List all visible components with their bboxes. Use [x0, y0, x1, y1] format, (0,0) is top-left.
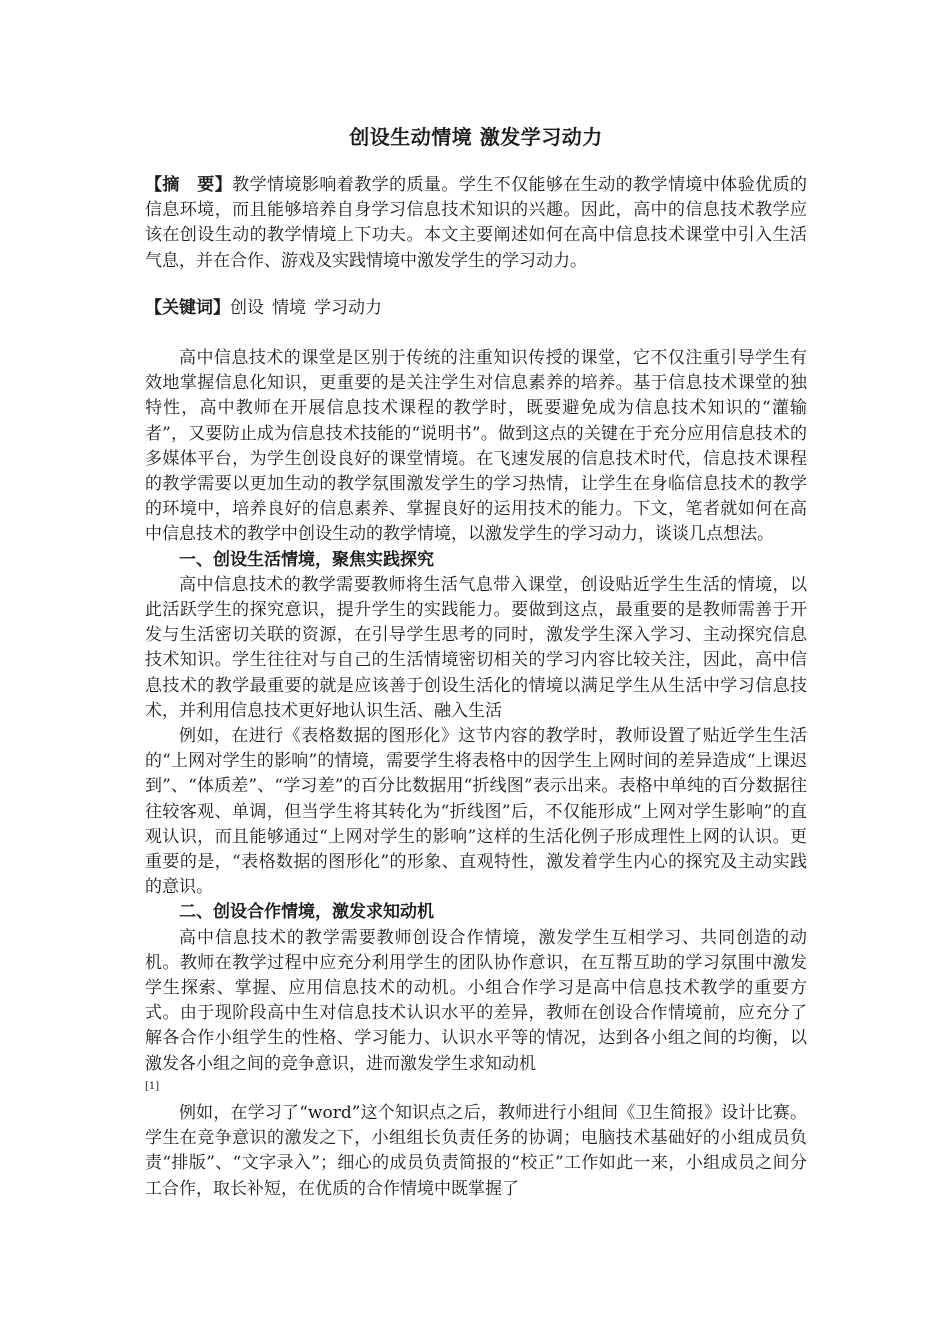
section-heading: 一、创设生活情境，聚焦实践探究: [179, 549, 434, 570]
body-paragraph: 高中信息技术的教学需要教师创设合作情境，激发学生互相学习、共同创造的动机。教师在教学过程中应充分利用学生的团队协作意识，在互帮互助的学习氛围中激发学生探索、掌握、应用信息技术的动机。小组合作学习是高中信息技术教学的重要方式。由于现阶段高中生对信息技术认识水平的差异，教师在创设合作情境前，应充分了解各合作小组学生的性格、学习能力、认识水平等的情况，达到各小组之间的均衡，以激发各小组之间的竞争意识，进而激发学生求知动机: [145, 927, 807, 1074]
intro-paragraph: 高中信息技术的课堂是区别于传统的注重知识传授的课堂，它不仅注重引导学生有效地掌握信息化知识，更重要的是关注学生对信息素养的培养。基于信息技术课堂的独特性，高中教师在开展信息技术课程的教学时，既要避免成为信息技术知识的“灌输者”，又要防止成为信息技术技能的“说明书”。做到这点的关键在于充分应用信息技术的多媒体平台，为学生创设良好的课堂情境。在飞速发展的信息技术时代，信息技术课程的教学需要以更加生动的教学氛围激发学生的学习热情，让学生在身临信息技术的教学的环境中，培养良好的信息素养、掌握良好的运用技术的能力。下文，笔者就如何在高中信息技术的教学中创设生动的教学情境，以激发学生的学习动力，谈谈几点想法。: [145, 348, 807, 545]
document-title: 创设生动情境 激发学习动力: [349, 125, 603, 149]
abstract-text: 教学情境影响着教学的质量。学生不仅能够在生动的教学情境中体验优质的信息环境，而且能够培养自身学习信息技术知识的兴趣。因此，高中的信息技术教学应该在创设生动的教学情境上下功夫。本文主要阐述如何在高中信息技术课堂中引入生活气息，并在合作、游戏及实践情境中激发学生的学习动力。: [145, 175, 808, 271]
keywords-label: 【关键词】: [145, 298, 230, 318]
body-paragraph: 高中信息技术的教学需要教师将生活气息带入课堂，创设贴近学生生活的情境，以此活跃学生的探究意识，提升学生的实践能力。要做到这点，最重要的是教师需善于开发与生活密切关联的资源，在引导学生思考的同时，激发学生深入学习、主动探究信息技术知识。学生往往对与自己的生活情境密切相关的学习内容比较关注，因此，高中信息技术的教学最重要的就是应该善于创设生活化的情境以满足学生从生活中学习信息技术，并利用信息技术更好地认识生活、融入生活: [145, 574, 807, 721]
article-body: [145, 346, 807, 1202]
keyword-item: 创设: [230, 298, 264, 318]
keyword-item: 学习动力: [314, 298, 382, 318]
abstract: [145, 173, 807, 274]
body-paragraph: 例如，在学习了“word”这个知识点之后，教师进行小组间《卫生简报》设计比赛。学生在竞争意识的激发之下，小组组长负责任务的协调；电脑技术基础好的小组成员负责“排版”、“文字录入”；细心的成员负责简报的“校正”工作如此一来，小组成员之间分工合作，取长补短，在优质的合作情境中既掌握了: [145, 1102, 807, 1199]
citation-marker: [1]: [145, 1080, 160, 1092]
section-heading: 二、创设合作情境，激发求知动机: [179, 902, 434, 923]
body-paragraph: 例如，在进行《表格数据的图形化》这节内容的教学时，教师设置了贴近学生生活的“上网对学生的影响”的情境，需要学生将表格中的因学生上网时间的差异造成“上课迟到”、“体质差”、“学习差”的百分比数据用“折线图”表示出来。表格中单纯的百分数据往往较客观、单调，但当学生将其转化为“折线图”后，不仅能形成“上网对学生影响”的直观认识，而且能够通过“上网对学生的影响”这样的生活化例子形成理性上网的认识。更重要的是，“表格数据的图形化”的形象、直观特性，激发着学生内心的探究及主动实践的意识。: [145, 726, 807, 898]
abstract-label: 【摘 要】: [145, 175, 233, 195]
keywords: [145, 296, 807, 321]
keyword-item: 情境: [272, 298, 306, 318]
